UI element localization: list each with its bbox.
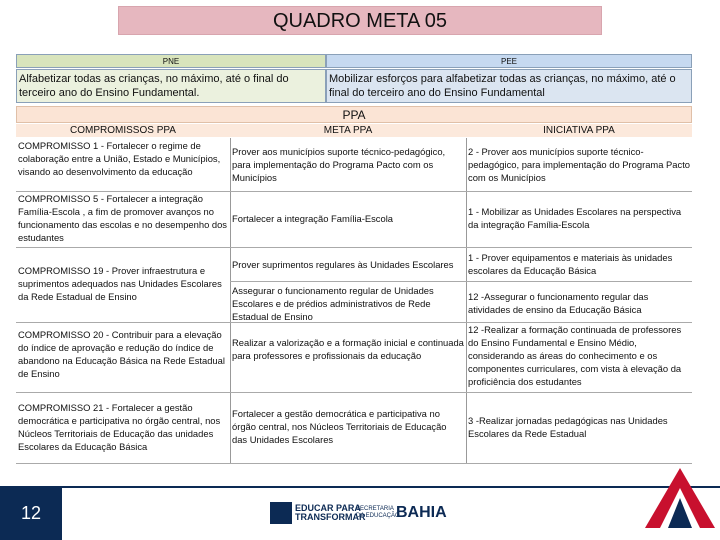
logo-bahia-text: BAHIA bbox=[396, 504, 447, 521]
iniciativa-jornadas: 3 -Realizar jornadas pedagógicas nas Unidades Escolares da Rede Estadual bbox=[468, 415, 668, 439]
iniciativa-formacao-continuada: 12 -Realizar a formação continuada de professores do Ensino Fundamental e Ensino Médio, considerando as áreas do conhecimento e os componentes curriculares, com vista à elevação da proficiência dos estudantes bbox=[468, 324, 682, 387]
pee-goal: Mobilizar esforços para alfabetizar todas as crianças, no máximo, até o final do terceiro ano do Ensino Fundamental bbox=[326, 69, 692, 103]
meta-valorizacao-formacao: Realizar a valorização e a formação inicial e continuada para professores e profissionais da educação bbox=[232, 337, 464, 361]
iniciativa-funcionamento: 12 -Assegurar o funcionamento regular das atividades de ensino da Educação Básica bbox=[468, 291, 649, 315]
meta-gestao-democratica: Fortalecer a gestão democrática e participativa no órgão central, nos Núcleos Territoriais de Educação das Unidades Escolares bbox=[232, 408, 447, 445]
state-logo-icon bbox=[640, 458, 720, 540]
page-title: QUADRO META 05 bbox=[118, 6, 602, 35]
column-header-iniciativa: INICIATIVA PPA bbox=[466, 124, 692, 137]
logo-educar-text: EDUCAR PARA TRANSFORMAR bbox=[295, 503, 366, 522]
meta-suprimentos: Prover suprimentos regulares às Unidades Escolares bbox=[232, 259, 454, 270]
educar-logo-icon bbox=[270, 502, 292, 524]
iniciativa-equipamentos: 1 - Prover equipamentos e materiais às unidades escolares da Educação Básica bbox=[468, 252, 673, 276]
iniciativa-suporte-pacto: 2 - Prover aos municípios suporte técnico-pedagógico, para implementação do Programa Pacto com os Municípios bbox=[468, 146, 691, 183]
compromisso-19: COMPROMISSO 19 - Prover infraestrutura e suprimentos adequados nas Unidades Escolares da Rede Estadual de Ensino bbox=[18, 265, 222, 302]
meta-suporte-pacto: Prover aos municípios suporte técnico-pedagógico, para implementação do Programa Pacto com os Municípios bbox=[232, 146, 446, 183]
row-divider bbox=[230, 281, 692, 282]
pee-header: PEE bbox=[326, 54, 692, 68]
meta-funcionamento-regular: Assegurar o funcionamento regular de Unidades Escolares e de prédios administrativos de Rede Estadual de Ensino bbox=[232, 285, 434, 322]
meta-integracao-familia-escola: Fortalecer a integração Família-Escola bbox=[232, 213, 394, 224]
compromisso-1: COMPROMISSO 1 - Fortalecer o regime de colaboração entre a União, Estado e Municípios, visando ao desenvolvimento da educação bbox=[18, 140, 221, 177]
row-divider bbox=[16, 463, 692, 464]
compromisso-5: COMPROMISSO 5 - Fortalecer a integração Família-Escola , a fim de promover avanços no funcionamento das escolas e no desempenho dos estudantes bbox=[18, 193, 227, 243]
row-divider bbox=[230, 191, 692, 192]
logo-educar-para-transformar bbox=[270, 500, 366, 526]
row-divider bbox=[16, 392, 692, 393]
pne-header: PNE bbox=[16, 54, 326, 68]
logo-bahia bbox=[396, 500, 447, 526]
row-divider bbox=[230, 247, 692, 248]
page-number: 12 bbox=[20, 503, 42, 523]
ppa-header: PPA bbox=[16, 106, 692, 123]
column-header-compromissos: COMPROMISSOS PPA bbox=[16, 124, 230, 137]
footer-rule bbox=[62, 486, 720, 488]
logo-secretaria-text: SECRETARIA DA EDUCAÇÃO bbox=[356, 506, 400, 519]
iniciativa-mobilizar: 1 - Mobilizar as Unidades Escolares na perspectiva da integração Família-Escola bbox=[468, 206, 682, 230]
column-header-meta: META PPA bbox=[230, 124, 466, 137]
row-divider bbox=[16, 247, 230, 248]
logo-secretaria bbox=[356, 500, 400, 526]
pne-goal: Alfabetizar todas as crianças, no máximo, até o final do terceiro ano do Ensino Fundamental. bbox=[16, 69, 326, 103]
compromisso-21: COMPROMISSO 21 - Fortalecer a gestão democrática e participativa no órgão central, nos Núcleos Territoriais de Educação das unidades Escolares da Educação Básica bbox=[18, 402, 221, 452]
compromisso-20: COMPROMISSO 20 - Contribuir para a elevação do índice de aprovação e redução do índice de abandono na Educação Básica na Rede Estadual de Ensino bbox=[18, 329, 225, 379]
